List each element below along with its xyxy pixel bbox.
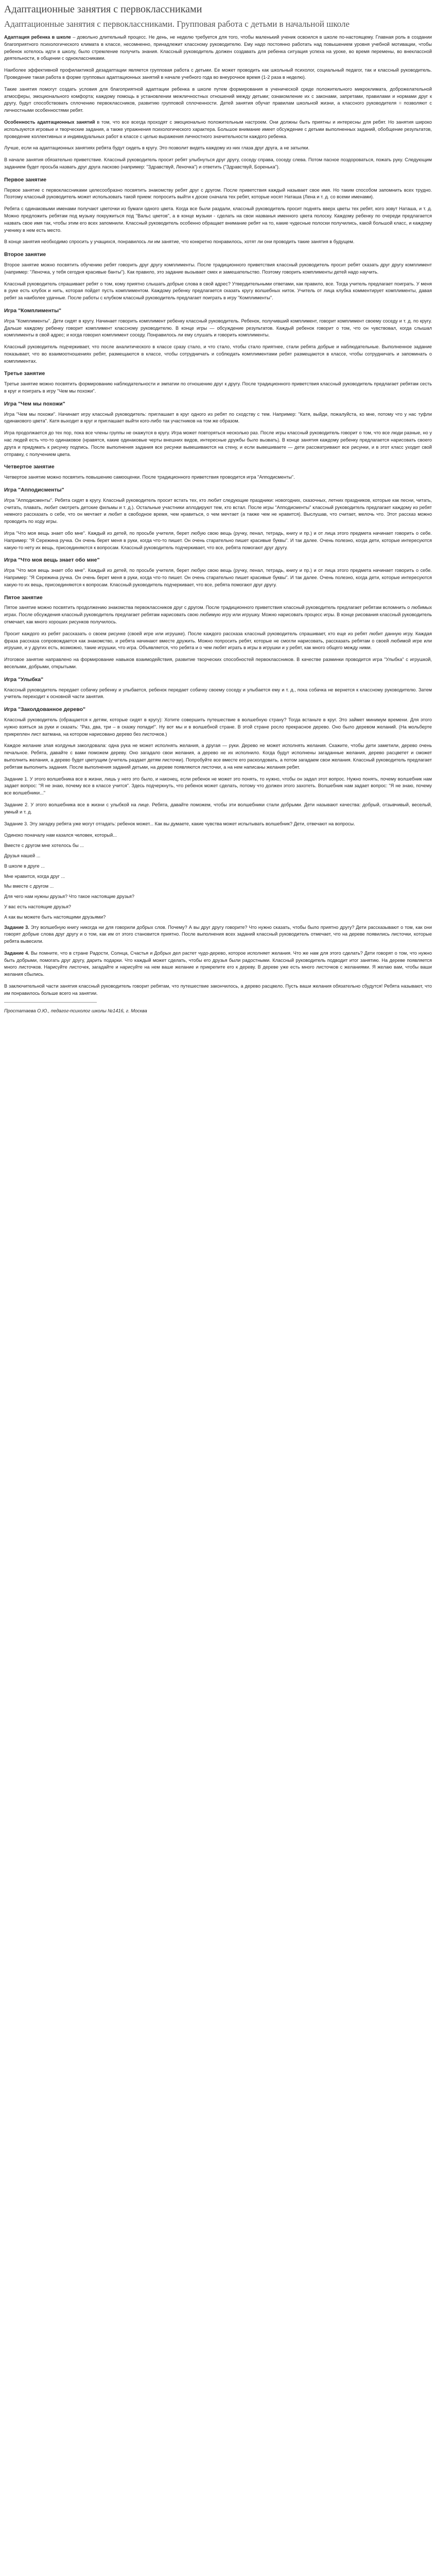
intro-paragraph [4, 145, 432, 152]
task-paragraph-text: В заключительной части занятия классный руководитель говорит ребятам, что путешествие закончилось, а дерево расцвело. Пусть ваши желания обязательно сбудутся! Ребята называют, что им понравилось больше всего на занятии. [4, 984, 432, 996]
section-paragraph: Пятое занятие можно посвятить продолжению знакомства первоклассников друг с другом. После традиционного приветствия классный руководитель предлагает ребятам вспомнить о любимых играх. После обсуждения классный руководитель предлагает ребятам нарисовать свою любимую игру или игрушку. Можно нарисовать процесс игры. В конце рисования классный руководитель отмечает, как много хороших рисунков получилось. [4, 605, 432, 624]
section-paragraph: Классный руководитель (обращается к детям, которые сидят в кругу): Хотите совершить путешествие в волшебную страну? Тогда встаньте в круг. Это займет минимум времени. Для этого нужно взяться за руки и сказать: "Раз, два, три – в сказку попади!". Ну вот мы и в волшебной стране. В этой стране росло прекрасное дерево. Оно было деревом желаний. (На мольберте прикреплен лист ватмана, на котором нарисовано дерево без листочков.) [4, 717, 432, 737]
section-paragraph: Игра "Комплименты". Дети сидят в кругу. Начинает говорить комплимент ребенку классный руководитель. Ребенок, получивший комплимент, говорит комплимент своему соседу и т. д. по кругу. Дальше каждому ребенку говорит комплимент классному руководителю. В конце игры — обсуждение результатов. Каждый ребенок говорит о том, что он чувствовал, когда слышал комплименты в свой адрес; и когда говорил комплимент соседу. Понравилось ли ему слушать и говорить комплименты. [4, 318, 432, 338]
poem-line: Мы вместе с другом ... [4, 884, 54, 889]
section-paragraph: Игра "Апподисменты". Ребята сидят в кругу. Классный руководитель просит встать тех, кто любит следующие праздники: новогодних, сказочных, летних праздников, которые как песни, читать, считать, плавать, любит смотреть детские фильмы и т. д.). Остальные участники аплодируют тем, кто встал. После игры "Апподисменты" классный руководитель предлагает каждому из ребят немного рассказать о себе, что он мечтает и любит в свободное время, чем нравиться, о чем мечтает (а также чем не нравится). Выслушав, что считает, мелочь что. Этот рассказ можно проводить по ходу игры. [4, 497, 432, 524]
section-paragraph: Игра "Что моя вещь знает обо мне". Каждый из детей, по просьбе учителя, берет любую свою вещь (ручку, пенал, тетрадь, книгу и пр.) и от лица этого предмета начинает говорить о себе. Например: "Я Сережина ручка. Он очень берет меня в руки, когда что-то пишет. Он очень старательно пишет красивые буквы". И так далее. Очень полезно, когда дети, которые интересуются какую-то их вещь, присоединяются к вопросам. Классный руководитель подчеркивает, что все, ребята помогают друг другу. [4, 568, 432, 587]
section-paragraph: Просит каждого из ребят рассказать о своем рисунке (своей игре или игрушке). После каждого рассказа классный руководитель спрашивает, кто еще из ребят любит данную игру. Каждая фраза рассказа сопровождается как знакомство, и ребята начинают вместе дружить. Можно попросить ребят, которые не смогли нарисовать, рассказать ребятам о своей любимой игре или игрушке, и у других есть, возможно, такие игрушки, что игра. Объявляется, что ребята и о чем любят играть в игры в игрушки и у ребят, как много общего между ними. [4, 631, 432, 651]
section-paragraph: Каждое желание злая колдунья заколдовала: одна рука не может исполнять желания, а другая — руки. Дерево не может исполнять желания. Скажите, чтобы дети заметили, дерево очень печальное. Ребята, давайте с вами поможем дереву. Оно загадало свои желания, а дерево не их исполнило. Когда будут исполнены загаданные желания, дерево расцветет и сможет выполнить желания, а дерево будет цветущим (учитель раздает детям листочки). Попробуйте все вместе его расколдовать, а потом загадаем свои желания. Классный руководитель предлагает ребятам выполнить задания. После выполнения заданий детьми, на дереве появляются листочки, а на нем написаны желания ребят. [4, 743, 432, 770]
section-heading: Третье занятие [4, 370, 45, 377]
intro-paragraph-text: Наиболее эффективной профилактикой дезадаптации является групповая работа с детьми. Ее может проводить как школьный психолог, социальный педагог, так и классный руководитель. Проведение такая работа в форме групповых адаптационных занятий в начале учебного года во внеурочное время (1-2 раза в неделю). [4, 67, 432, 80]
intro [4, 34, 432, 171]
page-title: Адаптационные занятия с первоклассниками [4, 4, 202, 15]
tasks [4, 924, 432, 997]
intro-paragraph [4, 119, 432, 140]
poem-line: Мне нравится, когда друг ... [4, 873, 65, 879]
section-heading: Второе занятие [4, 251, 46, 258]
section-paragraph: Игра "Чем мы похожи". Начинает игру классный руководитель: приглашает в круг одного из ребят по сходству с тем. Например: "Катя, выйди, пожалуйста, ко мне, потому что у нас туфли одинакового цвета". Катя выходит в круг и приглашает выйти кого-либо так участников на том же образом. [4, 411, 432, 424]
intro-paragraph-lead: Особенность адаптационных занятий [4, 119, 95, 125]
section-paragraph: Третье занятие можно посвятить формированию наблюдательности и эмпатии по отношению друг к другу. После традиционного приветствия классный руководитель предлагает ребятам сесть в круг и поиграть в игру "Чем мы похожи". [4, 381, 432, 394]
intro-paragraph-text: – довольно длительный процесс. Не день, не неделю требуется для того, чтобы маленький ученик освоился в школе по-настоящему. Главная роль в создании благоприятного психологического климата в классе, несомненно, принадлежит классному руководителю. Ему надо постоянно работать над повышением уровня учебной мотивации, чтобы ребенок хотелось идти в школу, было стремление получить знания. Классный руководитель должен создавать для ребенка ситуация успеха на уроке, во время перемены, во внеклассной деятельности, в общении с одноклассниками. [4, 35, 432, 61]
page-subtitle: Адаптационные занятия с первоклассниками. Групповая работа с детьми в начальной школе [4, 19, 350, 29]
section-heading: Пятое занятие [4, 594, 43, 601]
poem-line: В школе в друге ... [4, 863, 45, 869]
section-paragraph: Второе занятие можно посвятить обучению ребят говорить друг другу комплименты. После традиционного приветствия классный руководитель просит ребят сказать друг другу комплимент (например: "Леночка, у тебя сегодня красивые банты"). Как правило, это задание вызывает смех и замешательство. Поэтому говорить комплименты детей надо научить. [4, 262, 432, 275]
section-paragraph: Четвертое занятие можно посвятить повышению самооценки. После традиционного приветствия проводится игра "Апподисменты". [4, 474, 295, 480]
section-heading: Игра "Что моя вещь знает обо мне" [4, 557, 100, 564]
task-paragraph-text: Вы помните, что в стране Радости, Солнца, Счастья и Добрых дел растет чудо-дерево, которое исполняет желания. Что же нам для этого сделать? Дети говорят о том, что нужно быть добрыми, помогать друг другу, дарить подарки. Что каждый может сделать, чтобы его друзья были радостными. Классный руководитель подводит итог занятию. На дереве появляется много листочков. Нарисуйте листочек, загадайте и нарисуйте на нем ваше желание и прикрепите его к дереву. В дереве уже есть много листочков с желаниями. Я желаю вам, чтобы ваши желания сбылись. [4, 950, 432, 977]
intro-paragraph-text: Лучше, если на адаптационных занятиях ребята будут сидеть в кругу. Это позволит видеть каждому из них глаза друг друга, а не затылки. [4, 145, 310, 151]
section-paragraph: Задание 3. Эту загадку ребята уже могут отгадать: ребенок может... Как вы думаете, какие чувства может испытывать волшебник? Дети, отвечают на вопросы. [4, 821, 355, 826]
section-heading: Четвертое занятие [4, 464, 55, 470]
intro-paragraph [4, 157, 432, 171]
section-heading: Игра "Заколдованное дерево" [4, 706, 85, 713]
section-paragraph: Игра "Что моя вещь знает обо мне". Каждый из детей, по просьбе учителя, берет любую свою вещь (ручку, пенал, тетрадь, книгу и пр.) и от лица этого предмета начинает говорить о себе. Например: "Я Сережина ручка. Он очень берет меня в руки, когда что-то пишет. Он очень старательно пишет красивые буквы". И так далее. Очень полезно, когда дети, которые интересуются какую-то нету их вещь, присоединяются к вопросам. Классный руководитель подчеркивает, что все, ребята помогают друг другу. [4, 531, 432, 550]
section-heading: Игра "Комплименты" [4, 307, 62, 314]
intro-paragraph-text: Такие занятия помогут создать условия для благоприятной адаптации ребенка в школе путем формирования в ученической среде положительного микроклимата, доброжелательной атмосферы, эмоционального комфорта; каждому помощь в установлении межличностных отношений между детьми; ознакомление их с законами, запретами, правилами и нормами друг к другу, будут способствовать сплочению первоклассников, развитию групповой сплоченности. Детей занятия обучат правилам школьной жизни, а классного руководителя = позволяют с личностными особенностями ребят. [4, 86, 432, 113]
intro-paragraph-text: В начале занятия обязательно приветствие. Классный руководитель просит ребят улыбнуться друг другу, соседу справа, соседу слева. Потом пасное поздороваться, пожать руку. Следующим заданием будет просьба назвать друг друга ласково (например: "Здравствуй, Леночка") и ответить ("Здравствуй, Боренька"). [4, 157, 432, 170]
article [0, 0, 436, 1022]
task-paragraph [4, 950, 432, 978]
task-paragraph [4, 983, 432, 997]
intro-paragraph [4, 34, 432, 62]
task-paragraph-lead: Задание 3. [4, 924, 29, 930]
poem-line: Вместе с другом мне хотелось бы ... [4, 843, 84, 849]
poem-line: А как вы можете быть настоящими друзьями? [4, 914, 106, 920]
signature: Простатаева О.Ю., педагог-психолог школы №1416, г. Москва [4, 1008, 147, 1013]
section-paragraph: Задание 2. У этого волшебника все в жизни с улыбкой на лице. Ребята, давайте поможем, чтобы эти волшебники стали добрыми. Дети называют качества: добрый, отзывчивый, веселый, умный и т. д. [4, 802, 432, 815]
poem [4, 832, 432, 921]
section-paragraph: Классный руководитель спрашивает ребят о том, кому приятно слышать добрые слова в свой адрес? Утвердительными ответами, как правило, все. Тогда учитель предлагает поиграть. У меня в руке есть клубок и нить, которая пойдет пусть комплиментом. Каждому ребенку предлагается сказать кругу волшебных ниток. Учитель от лица клубка комментирует комплименты, давая ребят за наиболее удачные. После работы с клубком классный руководитель предлагает поиграть в игру "Комплименты". [4, 281, 432, 301]
task-paragraph-lead: Задание 4. [4, 950, 29, 956]
poem-line: Одиноко поначалу нам казался человек, который... [4, 833, 117, 838]
section-paragraph: Классный руководитель подчеркивает, что после аналитического в классе сразу стало, и что стало, чтобы стало приятнее, стали ребята добрые и наблюдательные. Выполненное задание показывает, что во взаимоотношениях ребят, размещаются в классе, чтобы сотрудничать и соблюдать комплиментами ребят размещаются в классе, чтобы сотрудничать и запоминать о комплиментах. [4, 344, 432, 364]
section-heading: Игра "Чем мы похожи" [4, 400, 65, 407]
section-paragraph: Задание 1. У этого волшебника все в жизни, лишь у него это было, и наконец, если ребенок не может это понять, то нужно, чтобы он задал этот вопрос. Нужно понять, почему волшебник нам задает вопрос: "Я не знаю, почему все в классе учится". Здесь подчеркнуть, что ребенок может сделать, потому что должен этого захотеть. Волшебник нам задает вопрос: "Я не знаю, почему все волшебники..." [4, 776, 432, 796]
intro-paragraph-text: в том, что все всегда проходят с эмоционально положительным настроем. Они должны быть приятны и интересны для ребят. Но занятия широко используются игровые и творческие задания, а также упражнения психологического характера. Большое внимание имеет обсуждение с детьми выполненных заданий, обобщение результатов, проведение коллективных и индивидуальных работ в классе с целью выражения личностного значительности каждого ребенка. [4, 119, 432, 139]
intro-paragraph-lead: Адаптация ребенка в школе [4, 35, 71, 40]
section-paragraph: В конце занятия необходимо спросить у учащихся, понравилось ли им занятие, что конкретно понравилось, хотят ли они проводить такие занятия в будущем. [4, 239, 355, 245]
section-paragraph: Первое занятие с первоклассниками целесообразно посвятить знакомству ребят друг с другом. После приветствия каждый называет свое имя. Но таким способом запомнить всех трудно. Поэтому классный руководитель может использовать такой прием: попросить выйти к доске сначала тех ребят, которые носят Наташа (Лена и т. д. со всеми именами). [4, 187, 432, 200]
section-paragraph: Классный руководитель передает собачку ребенку и улыбается, ребенок передает собачку своему соседу и улыбается ему и т. д., пока собачка не вернется к классному руководителю. Затем учитель переходит к основной части занятия. [4, 687, 432, 700]
sections [4, 177, 432, 828]
poem-line: У вас есть настоящие друзья? [4, 904, 72, 909]
intro-paragraph [4, 86, 432, 114]
section-paragraph: Итоговое занятие направлено на формирование навыков взаимодействия, развитие творческих способностей первоклассников. В качестве разминки проводится игра "Улыбка" с игрушкой, веселыми, добрыми, открытыми. [4, 657, 432, 669]
task-paragraph [4, 924, 432, 945]
section-paragraph: Игра продолжается до тех пор, пока все члены группы не окажутся в кругу. Игра может повторяться несколько раз. После игры классный руководитель говорит о том, что все люди разные, но у нас людей есть что-то одинаковое (нравятся, какие одинаковые черты внешних видов, интересные дружбы было вызвать). В конце занятия каждому ребенку предлагается нарисовать своего друга и придумать к рисунку подпись. После выполнения задания все рисунки вывешиваются на стену, и если вывешиваете — дети рассматривают все рисунки, и в этот класс уходит свой отправку, с получением цвета. [4, 430, 432, 457]
section-heading: Первое занятие [4, 176, 47, 183]
poem-line: Для чего нам нужны друзья? Что такое настоящие друзья? [4, 894, 134, 900]
poem-line: Друзья нашей ... [4, 853, 41, 858]
task-paragraph-text: Эту волшебную книгу никогда ни для говорили добрых слов. Почему? А вы друг другу говорите? Что нужно сказать, чтобы было приятно другу? Дети рассказывают о том, как они говорят добрые слова друг другу и о том, как им от этого становится приятно. После выполнения всех заданий классный руководитель отмечает, что на дереве появились листочки, которые ребята вывесили. [4, 924, 432, 944]
section-heading: Игра "Апподисменты" [4, 487, 64, 494]
intro-paragraph [4, 67, 432, 81]
section-paragraph: Ребята с одинаковыми именами получают цветочки из бумаги одного цвета. Когда все были раздали, классный руководитель просит поднять вверх цветы тех ребят, кого зовут Наташа, и т. д. Можно предложить ребятам под музыку покружиться под "Вальс цветов", а в конце музыки - сделать на свои названья именного цвета полоску. Каждому ребенку по очереди предлагается назвать свое имя так, чтобы этим его всех запомнили. Классный руководитель особенно обращает внимание ребят на то, какие чудесные полоски получились, какой большой класс, и каждому ученику в нем есть место. [4, 206, 432, 233]
divider [4, 1002, 97, 1003]
section-heading: Игра "Улыбка" [4, 676, 44, 683]
